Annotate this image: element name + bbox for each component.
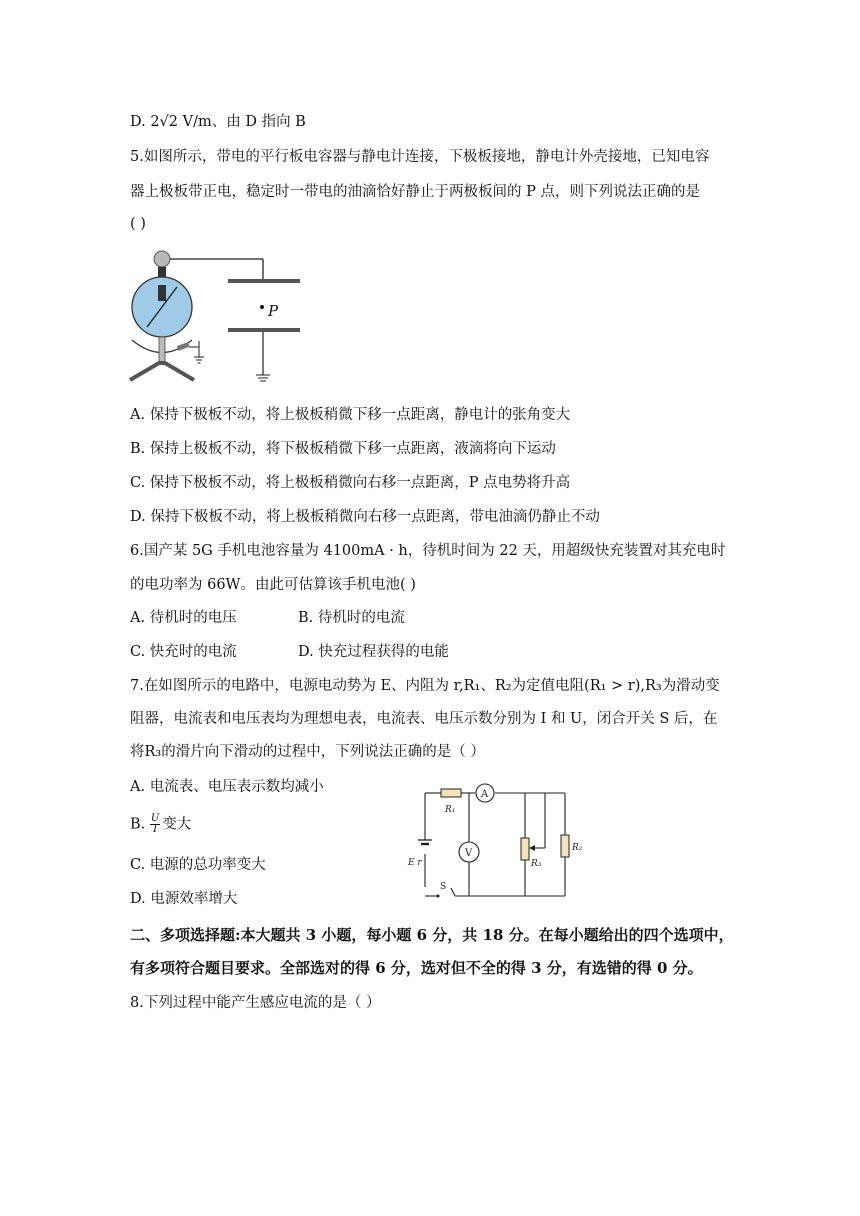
q7-option-b xyxy=(130,814,191,835)
q7-switch-label: S xyxy=(440,882,447,892)
q7-option-b-numerator: U xyxy=(150,813,160,824)
q7-option-d: D. 电源效率增大 xyxy=(130,891,238,907)
q5-option-a: A. 保持下极板不动，将上极板稍微下移一点距离，静电计的张角变大 xyxy=(130,407,571,423)
q6-stem-line1: 6.国产某 5G 手机电池容量为 4100mA · h，待机时间为 22 天，用超级快充装置对其充电时 xyxy=(130,543,726,559)
q7-r2-label: R₂ xyxy=(572,843,583,853)
q4-option-d: D. 2√2 V/m、由 D 指向 B xyxy=(130,114,306,130)
q7-r1-label: R₁ xyxy=(445,805,456,815)
q5-stem-line1: 5.如图所示，带电的平行板电容器与静电计连接，下极板接地，静电计外壳接地，已知电容 xyxy=(130,149,710,165)
section2-heading-line1: 二、多项选择题:本大题共 3 小题，每小题 6 分，共 18 分。在每小题给出的四个选项中， xyxy=(130,926,734,944)
q6-stem-line2: 的电功率为 66W。由此可估算该手机电池( ) xyxy=(130,577,416,593)
q7-option-c: C. 电源的总功率变大 xyxy=(130,857,266,873)
q7-voltmeter-label: V xyxy=(465,848,473,859)
q6-option-b: B. 待机时的电流 xyxy=(298,610,405,626)
q5-stem-line3: ( ) xyxy=(130,216,146,232)
q5-option-c: C. 保持下极板不动，将上极板稍微向右移一点距离，P 点电势将升高 xyxy=(130,475,571,491)
q7-option-a: A. 电流表、电压表示数均减小 xyxy=(130,779,324,795)
q6-option-a: A. 待机时的电压 xyxy=(130,610,237,626)
q6-option-c: C. 快充时的电流 xyxy=(130,644,237,660)
q5-electrometer-capacitor-figure xyxy=(125,245,310,390)
q5-option-b: B. 保持上极板不动，将下极板稍微下移一点距离，液滴将向下运动 xyxy=(130,441,556,457)
q7-circuit-figure xyxy=(405,780,585,910)
q8-stem: 8.下列过程中能产生感应电流的是（ ） xyxy=(130,995,381,1011)
q7-option-b-prefix: B. xyxy=(130,816,146,833)
q5-point-p-label: P xyxy=(268,302,279,320)
q7-source-label: E r xyxy=(408,858,422,868)
section2-heading-line2: 有多项符合题目要求。全部选对的得 6 分，选对但不全的得 3 分，有选错的得 0 分。 xyxy=(130,959,703,977)
q7-r3-label: R₃ xyxy=(531,859,542,869)
q6-option-d: D. 快充过程获得的电能 xyxy=(298,644,449,660)
q7-stem-line2: 阻器，电流表和电压表均为理想电表，电流表、电压示数分别为 I 和 U，闭合开关 S 后，在 xyxy=(130,711,718,727)
q7-ammeter-label: A xyxy=(481,789,489,800)
q7-option-b-fraction xyxy=(150,814,160,835)
q7-stem-line1: 7.在如图所示的电路中，电源电动势为 E、内阻为 r,R₁、R₂为定值电阻(R₁ > r),R₃为滑动变 xyxy=(130,678,720,694)
q5-option-d: D. 保持下极板不动，将上极板稍微向右移一点距离，带电油滴仍静止不动 xyxy=(130,509,600,525)
q7-stem-line3: 将R₃的滑片向下滑动的过程中，下列说法正确的是（ ） xyxy=(130,744,485,760)
q7-option-b-text: 变大 xyxy=(162,816,192,833)
q5-stem-line2: 器上极板带正电，稳定时一带电的油滴恰好静止于两极板间的 P 点，则下列说法正确的是 xyxy=(130,184,700,200)
q7-option-b-denominator: I xyxy=(153,824,158,835)
